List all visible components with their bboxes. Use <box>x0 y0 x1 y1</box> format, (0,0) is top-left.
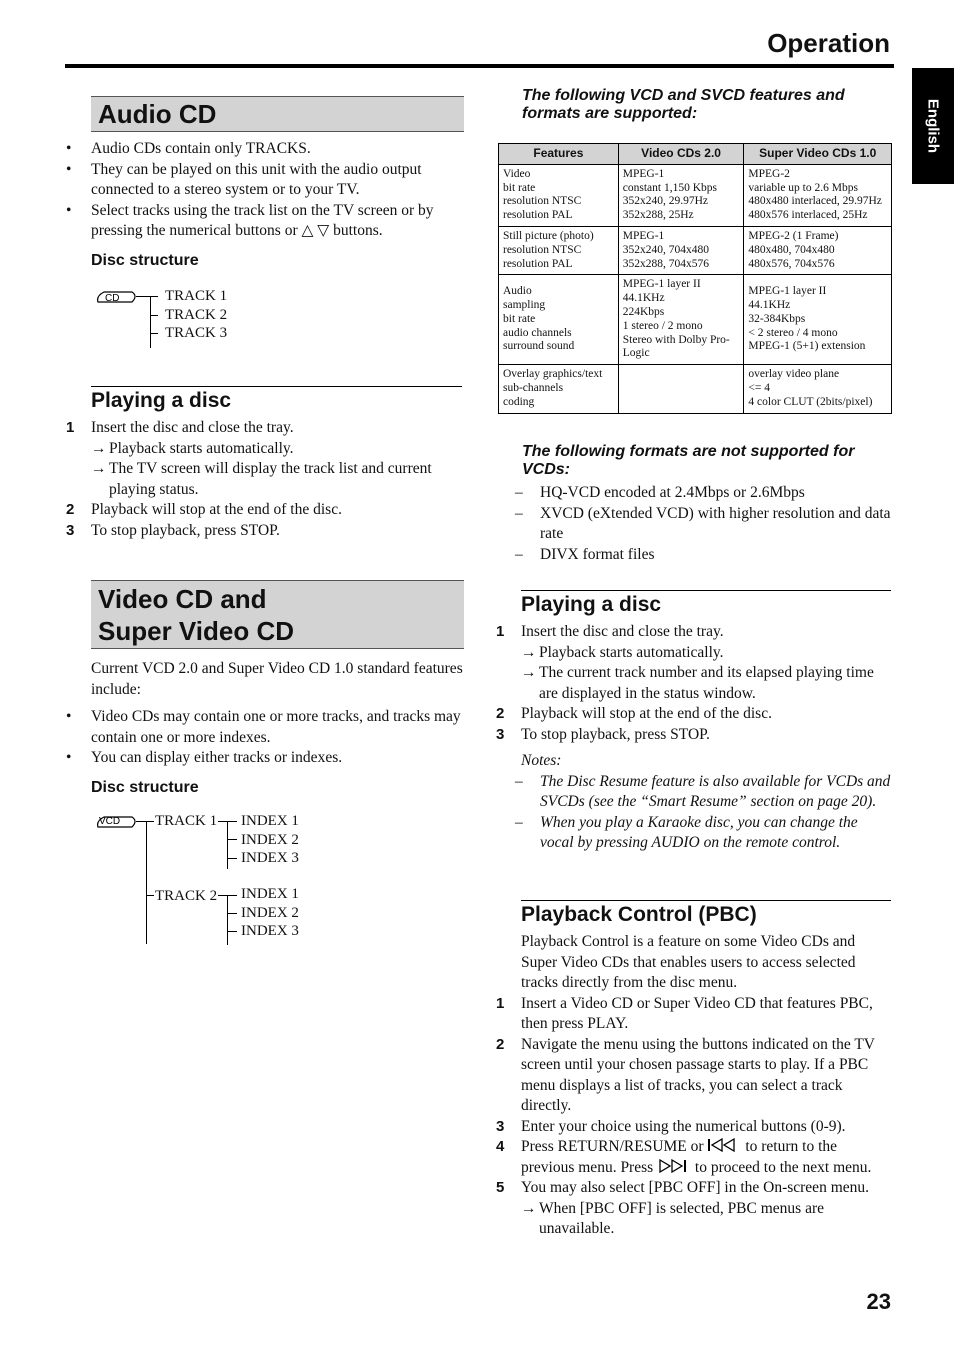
unsupported-heading: The following formats are not supported for VCDs: <box>522 443 855 478</box>
step-item <box>496 704 892 725</box>
step-number: 3 <box>496 725 505 743</box>
step-text: Insert the disc and close the tray. <box>521 623 724 640</box>
step-number: 4 <box>496 1138 505 1155</box>
step-number: 2 <box>66 501 75 518</box>
index-label: INDEX 3 <box>241 923 299 939</box>
bullet-item: • Video CDs may contain one or more tracks, and tracks may contain one or more indexes. <box>66 707 464 748</box>
result-line: → When [PBC OFF] is selected, PBC menus are unavailable. <box>521 1199 825 1237</box>
result-line: → Playback starts automatically. <box>521 643 892 664</box>
track-label: TRACK 1 <box>155 813 218 829</box>
list-item: – XVCD (eXtended VCD) with higher resolution and data rate <box>515 504 892 545</box>
bullet-item: • You can display either tracks or indexes. <box>66 748 464 769</box>
table-cell: Video bit rate resolution NTSC resolution PAL <box>499 164 619 226</box>
index-label: INDEX 1 <box>241 886 299 902</box>
table-cell: MPEG-1 352x240, 704x480 352x288, 704x576 <box>618 226 744 274</box>
table-cell: MPEG-1 layer II 44.1KHz 32-384Kbps < 2 stereo / 4 mono MPEG-1 (5+1) extension <box>744 275 892 365</box>
step-item <box>66 418 464 500</box>
step-text: Insert the disc and close the tray. <box>91 419 294 436</box>
step-item <box>66 500 464 521</box>
vcd-heading-line1: Video CD and <box>98 584 267 614</box>
vcd-heading <box>91 580 464 649</box>
prev-icon <box>707 1138 741 1152</box>
arrow-icon: → <box>91 439 107 457</box>
unsupported-list <box>515 483 892 565</box>
features-heading: The following VCD and SVCD features and formats are supported: <box>522 87 845 122</box>
features-table <box>498 143 892 414</box>
step-number: 3 <box>496 1117 505 1135</box>
table-row <box>499 365 892 413</box>
vcd-disc-structure <box>94 811 314 946</box>
list-item: – HQ-VCD encoded at 2.4Mbps or 2.6Mbps <box>515 483 892 504</box>
table-row <box>499 164 892 226</box>
bullet-item: • They can be played on this unit with the audio output connected to a stereo system or to your TV. <box>66 160 464 201</box>
audio-cd-bullets <box>66 139 464 242</box>
note-item: – The Disc Resume feature is also available for VCDs and SVCDs (see the “Smart Resume” section on page 20). <box>515 772 892 813</box>
playing-disc-steps <box>496 622 892 854</box>
track-label: TRACK 1 <box>165 288 228 304</box>
vcd-disc-label: VCD <box>99 816 121 827</box>
next-icon <box>657 1159 691 1173</box>
pbc-section <box>496 932 892 1240</box>
cd-disc-icon <box>94 286 138 308</box>
disc-structure-heading: Disc structure <box>91 252 199 269</box>
table-cell: MPEG-2 (1 Frame) 480x480, 704x480 480x576, 704x576 <box>744 226 892 274</box>
table-cell: overlay video plane <= 4 4 color CLUT (2bits/pixel) <box>744 365 892 413</box>
result-line: → Playback starts automatically. <box>91 439 464 460</box>
table-cell: Overlay graphics/text sub-channels coding <box>499 365 619 413</box>
page-title: Operation <box>767 28 890 58</box>
column-header: Features <box>499 144 619 165</box>
index-label: INDEX 3 <box>241 850 299 866</box>
step-text: To stop playback, press STOP. <box>91 521 280 539</box>
index-label: INDEX 1 <box>241 813 299 829</box>
column-header: Video CDs 2.0 <box>618 144 744 165</box>
step-item <box>496 622 892 704</box>
step-number: 2 <box>496 1035 505 1053</box>
step-item: 4 Press RETURN/RESUME or to return to the previous menu. Press to proceed to the next menu. <box>496 1138 872 1176</box>
index-label: INDEX 2 <box>241 905 299 921</box>
playing-disc-heading: Playing a disc <box>521 590 891 620</box>
disc-structure-heading: Disc structure <box>91 779 199 796</box>
bullet-item: • Select tracks using the track list on the TV screen or by pressing the numerical buttons or △ ▽ buttons. <box>66 201 464 242</box>
step-text: Playback will stop at the end of the disc. <box>521 705 772 722</box>
table-header-row <box>499 144 892 165</box>
step-item <box>496 994 892 1035</box>
notes-label: Notes: <box>521 752 562 769</box>
step-text: Navigate the menu using the buttons indicated on the TV screen until your chosen passage starts to play. If a PBC menu displays a list of tracks, you can select a track directly. <box>521 1035 875 1114</box>
step-item <box>496 1178 892 1240</box>
arrow-icon: → <box>521 664 537 681</box>
playing-disc-steps <box>66 418 464 541</box>
track-label: TRACK 3 <box>165 325 228 341</box>
page-number: 23 <box>866 1289 891 1314</box>
list-item: – DIVX format files <box>515 545 892 566</box>
step-item <box>496 725 892 746</box>
pbc-intro: Playback Control is a feature on some Video CDs and Super Video CDs that enables users to access selected tracks directly from the disc menu. <box>521 933 856 991</box>
table-cell: Still picture (photo) resolution NTSC resolution PAL <box>499 226 619 274</box>
result-line: → The TV screen will display the track list and current playing status. <box>91 460 432 498</box>
pbc-heading: Playback Control (PBC) <box>521 900 891 930</box>
step-text: Enter your choice using the numerical buttons (0-9). <box>521 1117 846 1135</box>
cd-disc-structure <box>94 286 294 350</box>
cd-disc-label: CD <box>105 293 120 304</box>
arrow-icon: → <box>91 460 107 477</box>
audio-cd-heading: Audio CD <box>91 96 464 132</box>
step-item <box>496 1035 892 1117</box>
table-cell: Audio sampling bit rate audio channels surround sound <box>499 275 619 365</box>
header-rule <box>65 64 894 68</box>
playing-disc-heading: Playing a disc <box>91 386 462 416</box>
step-number: 2 <box>496 705 505 722</box>
bullet-item: • Audio CDs contain only TRACKS. <box>66 139 464 160</box>
vcd-bullets <box>66 707 464 769</box>
table-cell: MPEG-1 constant 1,150 Kbps 352x240, 29.97Hz 352x288, 25Hz <box>618 164 744 226</box>
column-header: Super Video CDs 1.0 <box>744 144 892 165</box>
track-label: TRACK 2 <box>155 888 218 904</box>
track-label: TRACK 2 <box>165 307 228 323</box>
step-item <box>66 521 464 542</box>
table-cell: MPEG-1 layer II 44.1KHz 224Kbps 1 stereo / 2 mono Stereo with Dolby Pro-Logic <box>618 275 744 365</box>
notes-list <box>515 772 892 854</box>
table-row <box>499 275 892 365</box>
arrow-icon: → <box>521 1199 537 1217</box>
result-line: → The current track number and its elapsed playing time are displayed in the status window. <box>521 664 874 702</box>
note-item: – When you play a Karaoke disc, you can change the vocal by pressing AUDIO on the remote control. <box>515 813 892 854</box>
table-row <box>499 226 892 274</box>
language-tab-label: English <box>924 98 942 154</box>
language-tab <box>912 68 954 184</box>
step-text: Insert a Video CD or Super Video CD that features PBC, then press PLAY. <box>521 994 873 1032</box>
step-item <box>496 1117 892 1138</box>
step-number: 1 <box>66 419 75 436</box>
step-number: 3 <box>66 521 75 539</box>
step-text: To stop playback, press STOP. <box>521 725 710 743</box>
step-number: 1 <box>496 623 505 640</box>
arrow-icon: → <box>521 643 537 661</box>
step-text: You may also select [PBC OFF] in the On-screen menu. <box>521 1179 870 1196</box>
vcd-intro: Current VCD 2.0 and Super Video CD 1.0 standard features include: <box>91 660 463 698</box>
step-text: Playback will stop at the end of the disc. <box>91 501 342 518</box>
vcd-disc-icon <box>94 811 138 833</box>
table-cell <box>618 365 744 413</box>
index-label: INDEX 2 <box>241 832 299 848</box>
step-number: 5 <box>496 1179 505 1196</box>
table-cell: MPEG-2 variable up to 2.6 Mbps 480x480 interlaced, 29.97Hz 480x576 interlaced, 25Hz <box>744 164 892 226</box>
vcd-heading-line2: Super Video CD <box>98 616 295 646</box>
step-number: 1 <box>496 994 505 1012</box>
